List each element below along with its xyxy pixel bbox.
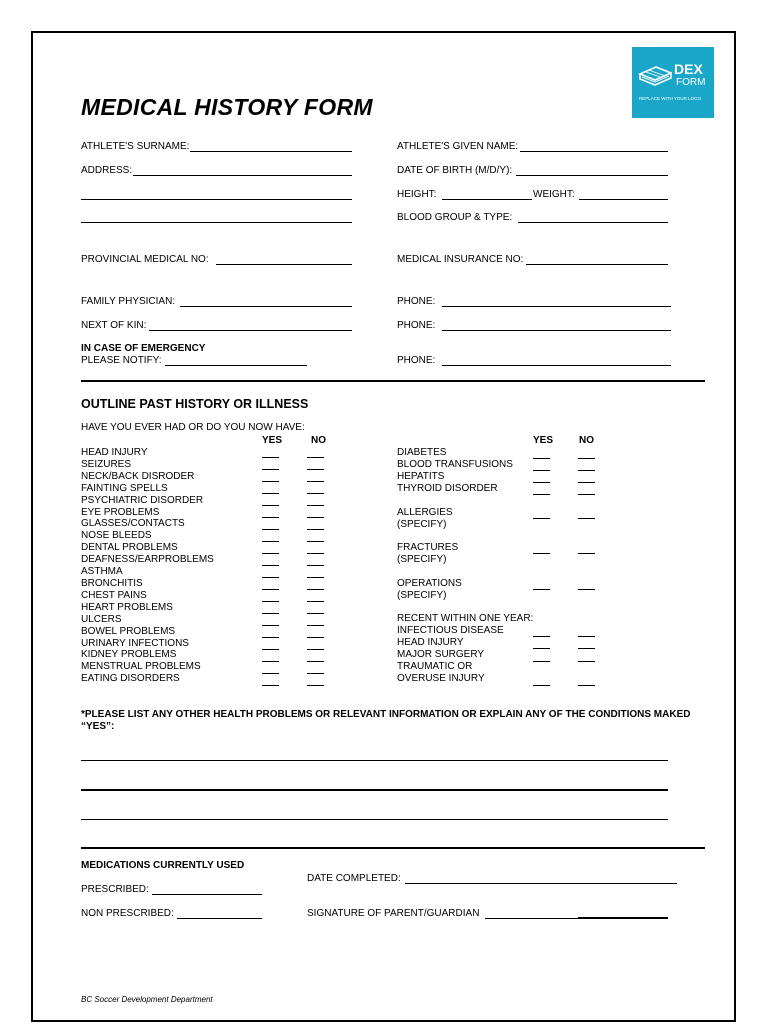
yes-checkbox[interactable] [262,577,279,578]
condition-label: EYE PROBLEMS [81,506,160,518]
yes-checkbox[interactable] [262,637,279,638]
logo-brand-form: FORM [676,77,706,88]
condition-label: URINARY INFECTIONS [81,637,189,649]
left-condition-list [81,447,214,685]
given-name-label: ATHLETE'S GIVEN NAME: [397,141,519,152]
yes-checkbox[interactable] [262,553,279,554]
yes-checkbox[interactable] [262,493,279,494]
signature-label: SIGNATURE OF PARENT/GUARDIAN [307,908,480,919]
no-checkbox[interactable] [307,589,324,590]
no-checkbox[interactable] [307,529,324,530]
yes-checkbox[interactable] [262,685,279,686]
no-checkbox[interactable] [307,469,324,470]
condition-label: DIABETES [397,447,447,458]
yes-checkbox[interactable] [262,505,279,506]
condition-label: BOWEL PROBLEMS [81,625,176,637]
yes-header-right: YES [533,435,554,446]
yes-checkbox[interactable] [262,625,279,626]
emergency-phone-label: PHONE: [397,355,436,366]
no-checkbox[interactable] [307,613,324,614]
yes-checkbox[interactable] [533,661,550,662]
form-title: MEDICAL HISTORY FORM [81,94,373,120]
condition-label: ALLERGIES [397,507,453,518]
physician-phone-field[interactable] [442,306,671,307]
no-checkbox[interactable] [307,637,324,638]
prescribed-label: PRESCRIBED: [81,884,149,895]
no-checkbox[interactable] [578,553,595,554]
no-checkbox[interactable] [307,685,324,686]
address-field-line2[interactable] [81,199,352,200]
next-of-kin-label: NEXT OF KIN: [81,320,147,331]
condition-label: DEAFNESS/EARPROBLEMS [81,554,214,566]
no-checkbox[interactable] [578,458,595,459]
no-checkbox[interactable] [307,649,324,650]
logo-brand-dex: DEX [674,61,703,77]
prescribed-field[interactable] [152,894,262,895]
signature-field-underline [578,917,668,919]
blood-group-label: BLOOD GROUP & TYPE: [397,212,513,223]
yes-checkbox[interactable] [262,613,279,614]
yes-checkbox[interactable] [262,457,279,458]
given-name-field[interactable] [520,151,668,152]
condition-label: MAJOR SURGERY [397,648,485,660]
dob-label: DATE OF BIRTH (M/D/Y): [397,165,513,176]
insurance-label: MEDICAL INSURANCE NO: [397,254,524,265]
condition-label: HEPATITS [397,470,445,482]
condition-label: FAINTING SPELLS [81,482,168,494]
no-checkbox[interactable] [307,625,324,626]
right-condition-list-1 [397,447,513,495]
other-problems-instructions: *PLEASE LIST ANY OTHER HEALTH PROBLEMS OR RELEVANT INFORMATION OR EXPLAIN ANY OF THE CONDITIONS MAKED “YES”: [81,709,691,732]
allergies-item [397,507,453,531]
non-prescribed-field[interactable] [177,918,262,919]
yes-checkbox[interactable] [533,482,550,483]
footer-note: BC Soccer Development Department [81,995,213,1004]
date-completed-field[interactable] [405,883,677,884]
condition-label: THYROID DISORDER [397,482,498,494]
date-completed-label: DATE COMPLETED: [307,873,401,884]
physician-label: FAMILY PHYSICIAN: [81,296,176,307]
yes-checkbox[interactable] [262,601,279,602]
condition-label: PSYCHIATRIC DISORDER [81,494,204,506]
condition-specify: (SPECIFY) [397,553,447,565]
no-checkbox[interactable] [578,589,595,590]
height-field[interactable] [442,199,532,200]
no-checkbox[interactable] [578,518,595,519]
condition-label: HEAD INJURY [81,447,148,458]
yes-checkbox[interactable] [262,565,279,566]
no-checkbox[interactable] [307,601,324,602]
other-problems-line-3[interactable] [81,819,668,820]
yes-checkbox[interactable] [262,469,279,470]
yes-checkbox[interactable] [262,517,279,518]
yes-checkbox[interactable] [533,470,550,471]
condition-label: EATING DISORDERS [81,673,180,685]
condition-label: HEAD INJURY [397,636,464,648]
yes-checkbox[interactable] [262,529,279,530]
physician-phone-label: PHONE: [397,296,436,307]
yes-checkbox[interactable] [262,481,279,482]
weight-field[interactable] [579,199,668,200]
recent-list [397,613,533,684]
operations-item [397,578,462,602]
yes-checkbox[interactable] [533,458,550,459]
condition-label: DENTAL PROBLEMS [81,542,178,554]
kin-phone-field[interactable] [442,330,671,331]
condition-label: BRONCHITIS [81,577,143,589]
no-checkbox[interactable] [578,685,595,686]
emergency-phone-field[interactable] [442,365,671,366]
no-checkbox[interactable] [307,481,324,482]
no-checkbox[interactable] [307,553,324,554]
yes-checkbox[interactable] [533,589,550,590]
condition-label: HEART PROBLEMS [81,601,173,613]
dob-field[interactable] [516,175,668,176]
insurance-field[interactable] [526,264,668,265]
condition-label: BLOOD TRANSFUSIONS [397,458,513,470]
no-checkbox[interactable] [578,494,595,495]
kin-phone-label: PHONE: [397,320,436,331]
condition-label: CHEST PAINS [81,589,147,601]
condition-label: NECK/BACK DISRODER [81,470,195,482]
no-header-right: NO [579,435,594,446]
weight-label: WEIGHT: [533,189,575,200]
yes-checkbox[interactable] [533,685,550,686]
section-divider [81,380,705,382]
condition-label: NOSE BLEEDS [81,530,152,542]
yes-header-left: YES [262,435,283,446]
no-checkbox[interactable] [307,673,324,674]
condition-label: KIDNEY PROBLEMS [81,649,177,661]
yes-checkbox[interactable] [533,518,550,519]
logo [632,47,714,118]
no-checkbox[interactable] [307,505,324,506]
address-label: ADDRESS: [81,165,133,176]
condition-specify: (SPECIFY) [397,518,447,530]
yes-checkbox[interactable] [262,661,279,662]
no-checkbox[interactable] [307,577,324,578]
provincial-medical-field[interactable] [216,264,352,265]
no-checkbox[interactable] [578,470,595,471]
no-checkbox[interactable] [307,457,324,458]
book-icon [638,62,672,90]
medications-heading: MEDICATIONS CURRENTLY USED [81,860,245,871]
surname-field[interactable] [190,151,352,152]
height-label: HEIGHT: [397,189,437,200]
other-problems-line-2[interactable] [81,789,668,791]
yes-checkbox[interactable] [262,541,279,542]
yes-checkbox[interactable] [533,494,550,495]
condition-label: ASTHMA [81,566,123,578]
condition-label: INFECTIOUS DISEASE [397,624,504,636]
physician-field[interactable] [180,306,352,307]
address-field[interactable] [133,175,352,176]
please-notify-label: PLEASE NOTIFY: [81,355,162,366]
address-field-line3[interactable] [81,222,352,223]
please-notify-field[interactable] [165,365,307,366]
no-checkbox[interactable] [578,648,595,649]
condition-label: OVERUSE INJURY [397,672,485,684]
fractures-item [397,542,458,566]
yes-checkbox[interactable] [533,553,550,554]
emergency-heading: IN CASE OF EMERGENCY [81,343,206,354]
next-of-kin-field[interactable] [149,330,352,331]
no-checkbox[interactable] [578,482,595,483]
logo-tagline: REPLACE WITH YOUR LOGO [639,96,702,101]
condition-label: FRACTURES [397,542,459,553]
yes-checkbox[interactable] [262,589,279,590]
no-checkbox[interactable] [578,661,595,662]
yes-checkbox[interactable] [533,648,550,649]
non-prescribed-label: NON PRESCRIBED: [81,908,174,919]
section-divider-2 [81,847,705,849]
condition-label: GLASSES/CONTACTS [81,518,185,530]
blood-group-field[interactable] [518,222,668,223]
no-header-left: NO [311,435,326,446]
yes-checkbox[interactable] [262,649,279,650]
no-checkbox[interactable] [307,517,324,518]
provincial-medical-label: PROVINCIAL MEDICAL NO: [81,254,209,265]
condition-label: TRAUMATIC OR [397,660,473,672]
no-checkbox[interactable] [307,661,324,662]
no-checkbox[interactable] [578,636,595,637]
surname-label: ATHLETE'S SURNAME: [81,141,190,152]
no-checkbox[interactable] [307,565,324,566]
condition-label: SEIZURES [81,458,132,470]
history-heading: OUTLINE PAST HISTORY OR ILLNESS [81,397,309,411]
other-problems-line-1[interactable] [81,760,668,761]
recent-heading: RECENT WITHIN ONE YEAR: [397,613,534,624]
condition-label: OPERATIONS [397,578,462,589]
condition-label: MENSTRUAL PROBLEMS [81,661,201,673]
condition-specify: (SPECIFY) [397,589,447,601]
no-checkbox[interactable] [307,541,324,542]
yes-checkbox[interactable] [262,673,279,674]
history-question: HAVE YOU EVER HAD OR DO YOU NOW HAVE: [81,422,305,433]
condition-label: ULCERS [81,613,122,625]
yes-checkbox[interactable] [533,636,550,637]
no-checkbox[interactable] [307,493,324,494]
